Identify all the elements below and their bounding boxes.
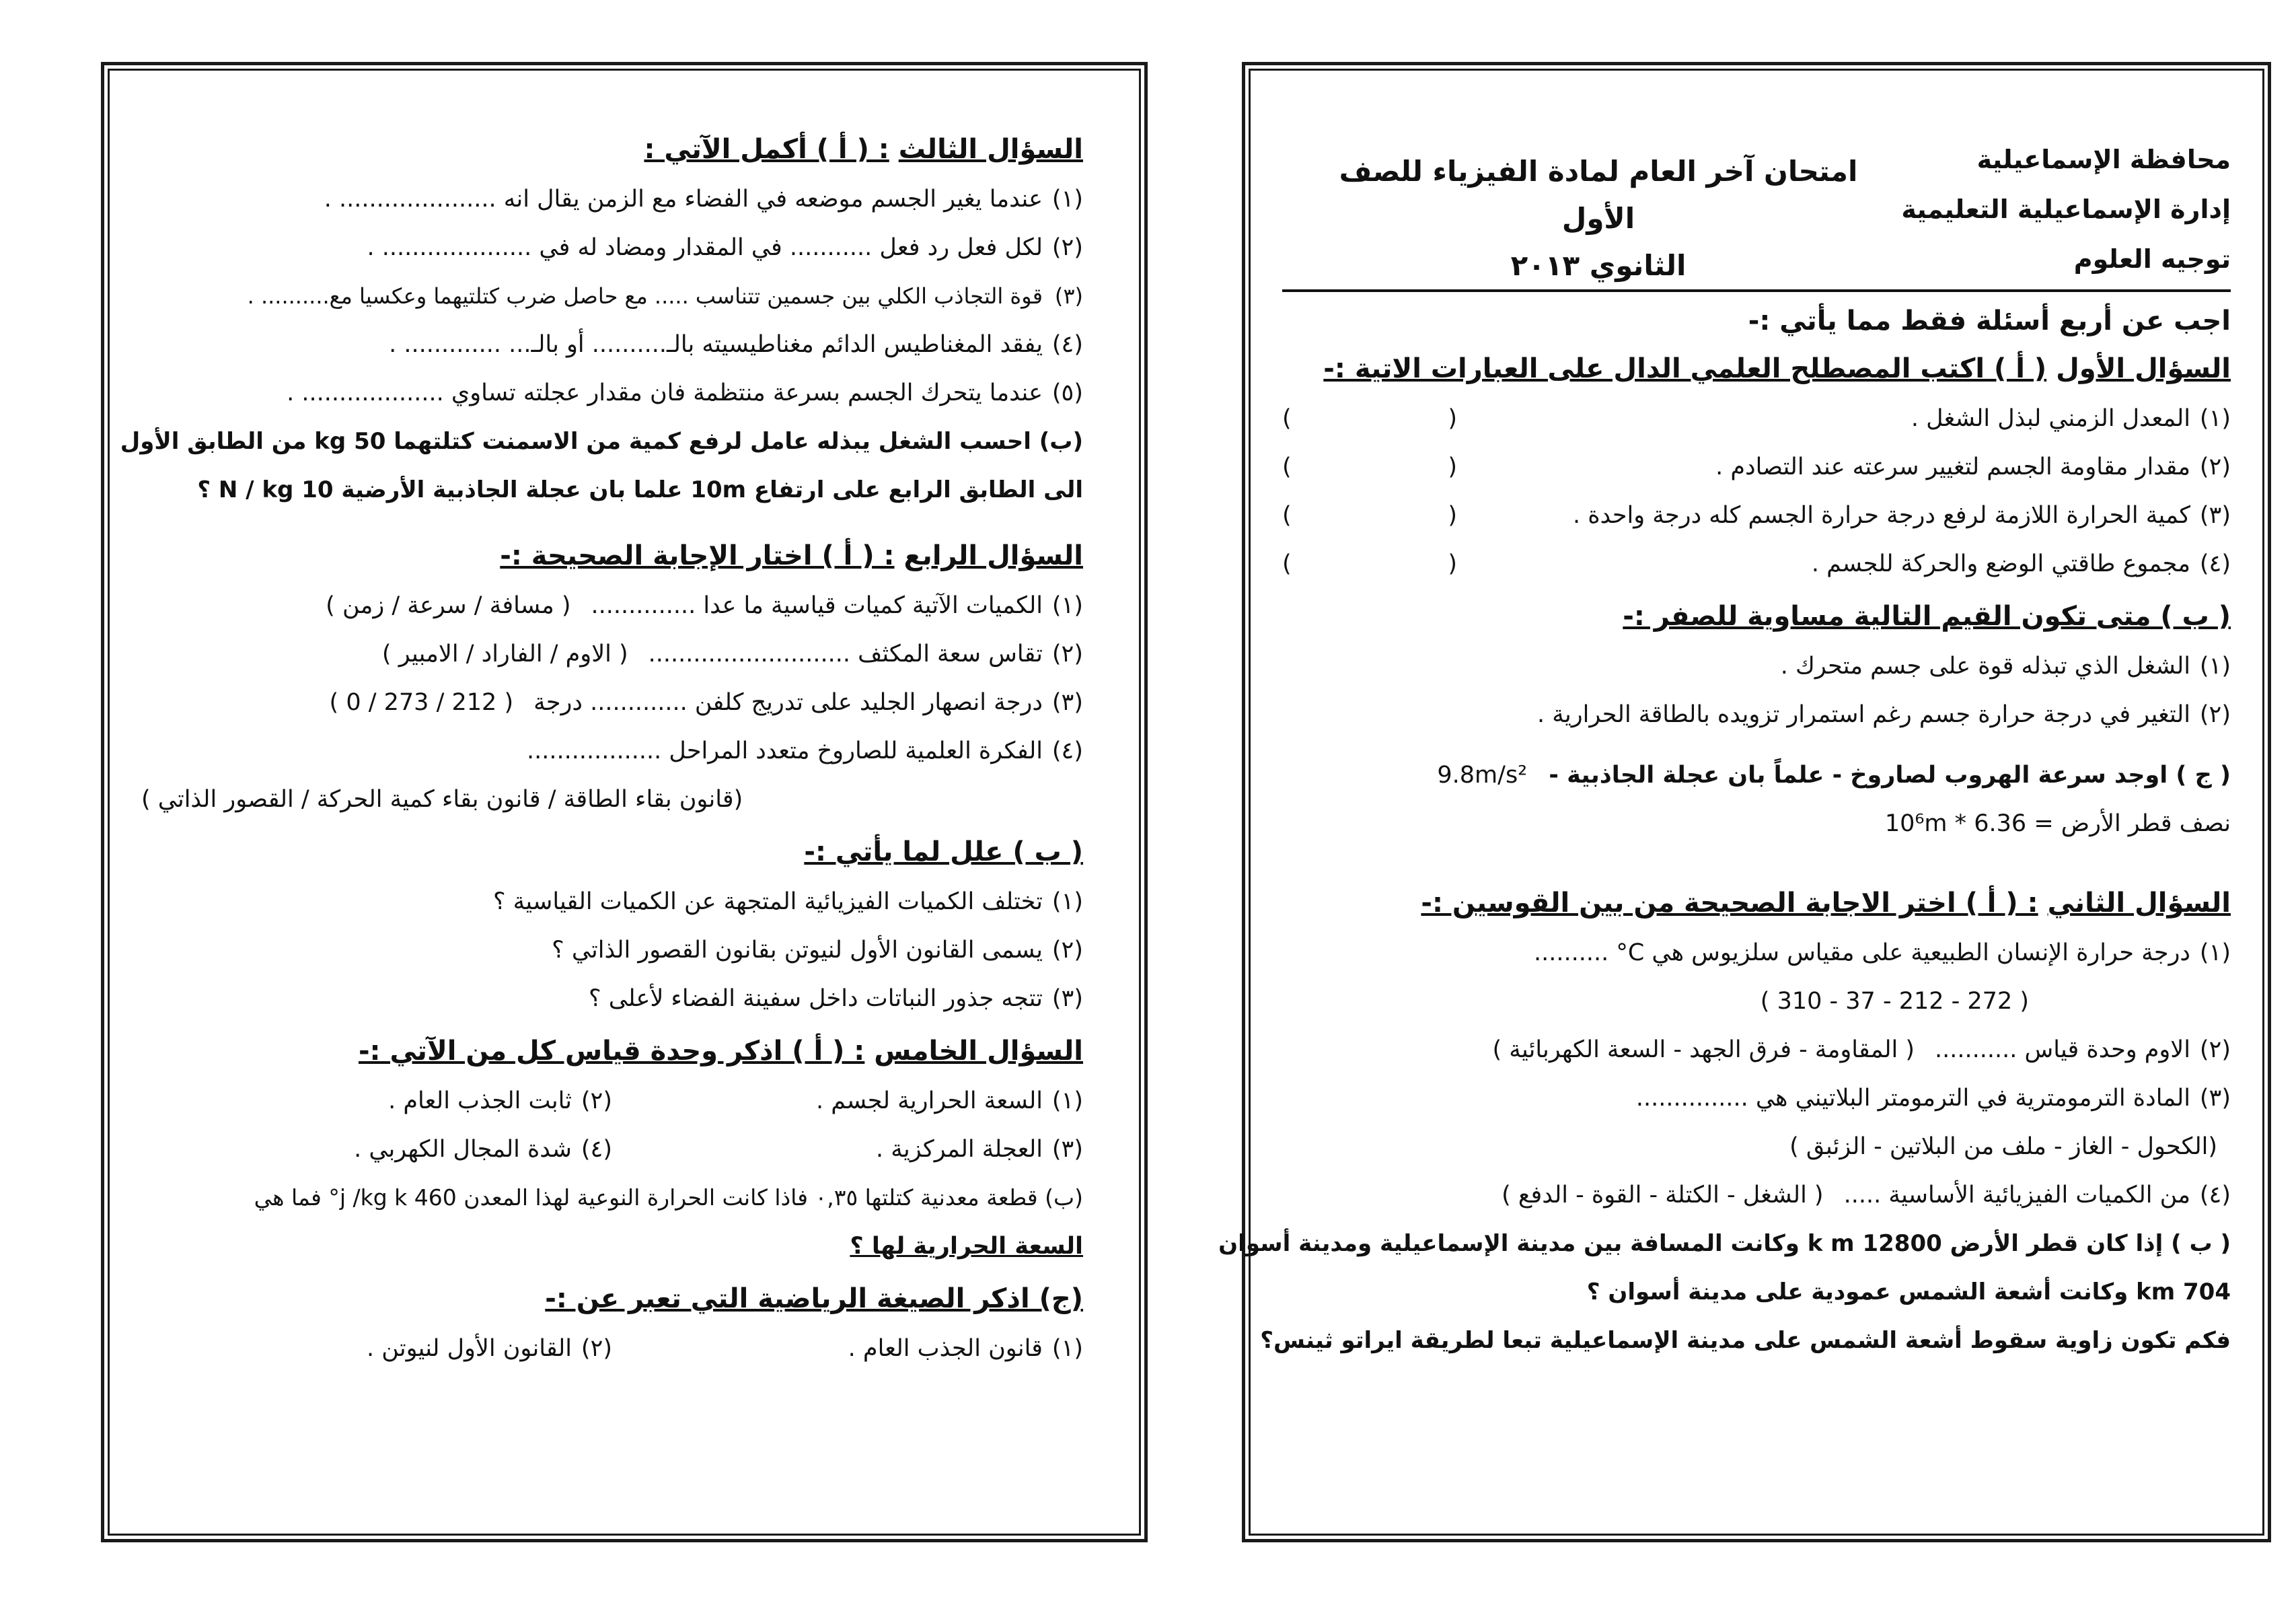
q3-item-number: (٢) [1051, 234, 1083, 261]
q5-formulas-grid [141, 1324, 1083, 1373]
q5-heading [141, 1032, 1083, 1070]
q1-part-a-title: ( أ ) اكتب المصطلح العلمي الدال على العبارات الاتية :- [1323, 353, 2047, 384]
directorate-name: إدارة الإسماعيلية التعليمية [1901, 194, 2231, 224]
q3-item-number: (١) [1051, 186, 1083, 213]
q4-item [141, 678, 1083, 727]
q4-b-item [141, 877, 1083, 926]
q4-choices-line: (قانون بقاء الطاقة / قانون بقاء كمية الحركة / القصور الذاتي ) [141, 786, 743, 813]
q4-item-number: (٢) [1051, 641, 1083, 668]
q4-item-text: الفكرة العلمية للصاروخ متعدد المراحل .................. [527, 738, 1043, 764]
q1-part-c-value: 9.8m/s² [1437, 762, 1528, 789]
q3-item-number: (٤) [1051, 331, 1083, 358]
q5-unit-text: العجلة المركزية . [875, 1136, 1043, 1163]
q5-unit-number: (٤) [581, 1136, 612, 1163]
q3-part-a-title: : ( أ ) أكمل الآتي : [644, 134, 889, 165]
q2-heading [1282, 884, 2231, 922]
q5-unit-text: ثابت الجذب العام . [388, 1087, 572, 1114]
q1-item-text: المعدل الزمني لبذل الشغل . [1911, 405, 2190, 432]
q5-formula-text: القانون الأول لنيوتن . [366, 1335, 572, 1362]
q1-item-number: (١) [2199, 405, 2231, 432]
q1-title: السؤال الأول [2056, 353, 2231, 384]
q1-item-number: (٢) [2199, 454, 2231, 480]
q1-heading [1282, 350, 2231, 388]
exam-header [1282, 121, 2231, 292]
q3-item-text: عندما يغير الجسم موضعه في الفضاء مع الزمن يقال انه ..................... . [324, 186, 1043, 213]
q1-b-item-text: التغير في درجة حرارة جسم رغم استمرار تزويده بالطاقة الحرارية . [1537, 701, 2190, 728]
q5-part-b-line1: (ب) قطعة معدنية كتلتها ٠,٣٥ فاذا كانت الحرارة النوعية لهذا المعدن 460 j /kg k° فما هي [254, 1184, 1083, 1211]
q4-heading [141, 537, 1083, 575]
q5-formula-number: (٢) [581, 1335, 612, 1362]
q3-item-text: لكل فعل رد فعل ........... في المقدار ومضاد له في .................... . [367, 234, 1043, 261]
q2-item-options: (الكحول - الغاز - ملف من البلاتين - الزئبق ) [1789, 1133, 2217, 1160]
q3-item [141, 175, 1083, 223]
q5-unit-item [612, 1077, 1083, 1125]
q3-item [141, 320, 1083, 369]
q3-item-number: (٣) [1054, 283, 1083, 309]
q1-item-number: (٣) [2199, 502, 2231, 529]
q4-item-text: الكميات الآتية كميات قياسية ما عدا .............. [591, 592, 1043, 619]
exam-instruction: اجب عن أربع أسئلة فقط مما يأتي :- [1748, 306, 2231, 336]
exam-title-line1: امتحان آخر العام لمادة الفيزياء للصف الأول [1339, 155, 1858, 235]
q1-item-number: (٤) [2199, 550, 2231, 577]
q1-item-text: كمية الحرارة اللازمة لرفع درجة حرارة الجسم كله درجة واحدة . [1572, 502, 2190, 529]
q3-item-number: (٥) [1051, 380, 1083, 406]
q2-item-text: الاوم وحدة قياس ........... [1935, 1036, 2190, 1063]
q5-part-a-title: : ( أ ) اذكر وحدة قياس كل من الآتي :- [358, 1036, 865, 1067]
q4-b-item-text: تتجه جذور النباتات داخل سفينة الفضاء لأعلى ؟ [589, 985, 1043, 1012]
q4-b-item-number: (١) [1051, 888, 1083, 915]
exam-title [1323, 148, 1874, 289]
q2-item [1282, 1171, 2231, 1219]
q4-b-item-number: (٣) [1051, 985, 1083, 1012]
q4-item-options: ( الاوم / الفاراد / الامبير ) [381, 641, 628, 668]
q4-item-text: تقاس سعة المكثف ........................... [648, 641, 1043, 668]
q4-b-item [141, 926, 1083, 974]
q2-item-options: ( المقاومة - فرق الجهد - السعة الكهربائية ) [1492, 1036, 1915, 1063]
q3-heading [141, 131, 1083, 168]
q4-b-item-text: يسمى القانون الأول لنيوتن بقانون القصور الذاتي ؟ [552, 937, 1043, 964]
q1-part-c-line2: نصف قطر الأرض = 6.36 * 10⁶m [1884, 810, 2231, 837]
q2-item-text: المادة الترمومترية في الترمومتر البلاتيني هي ............... [1635, 1085, 2190, 1112]
q2-part-b-line1: ( ب ) إذا كان قطر الأرض 12800 k m وكانت المسافة بين مدينة الإسماعيلية ومدينة أسوان [1218, 1230, 2231, 1257]
q1-b-item-number: (٢) [2199, 701, 2231, 728]
q1-item [1282, 394, 2231, 443]
q1-item [1282, 491, 2231, 540]
department-name: توجيه العلوم [2073, 244, 2231, 274]
q4-item [141, 581, 1083, 630]
q5-units-grid [141, 1077, 1083, 1125]
q1-item [1282, 540, 2231, 588]
q3-part-b-line1: (ب) احسب الشغل يبذله عامل لرفع كمية من الاسمنت كتلتهما 50 kg من الطابق الأول [120, 428, 1083, 455]
q4-item-options: ( 212 / 273 / 0 ) [329, 689, 514, 716]
q5-unit-item [141, 1125, 612, 1174]
q2-part-b-line2: 704 km وكانت أشعة الشمس عمودية على مدينة أسوان ؟ [1586, 1279, 2231, 1305]
q2-item-options: ( الشغل - الكتلة - القوة - الدفع ) [1502, 1182, 1824, 1209]
q2-item-options: ( 272 - 212 - 37 - 310 ) [1760, 988, 2029, 1015]
q1-b-item-text: الشغل الذي تبذله قوة على جسم متحرك . [1780, 653, 2190, 680]
q2-item-text: درجة حرارة الإنسان الطبيعية على مقياس سلزيوس هي C° .......... [1533, 939, 2190, 966]
q1-item-text: مقدار مقاومة الجسم لتغيير سرعته عند التصادم . [1715, 454, 2190, 480]
q2-item-number: (٣) [2199, 1085, 2231, 1112]
q3-item [141, 223, 1083, 272]
q4-item-text: درجة انصهار الجليد على تدريج كلفن ............. درجة [533, 689, 1043, 716]
q2-item-text: من الكميات الفيزيائية الأساسية ..... [1843, 1182, 2190, 1209]
answer-brackets: ( ) [1282, 405, 1457, 432]
q5-title: السؤال الخامس [874, 1036, 1083, 1067]
q1-b-item [1282, 642, 2231, 690]
q4-part-b-heading [141, 833, 1083, 871]
q3-item-text: عندما يتحرك الجسم بسرعة منتظمة فان مقدار عجلته تساوي ................... . [287, 380, 1043, 406]
answer-brackets: ( ) [1282, 502, 1457, 529]
q4-title: السؤال الرابع [903, 540, 1083, 571]
q5-unit-item [612, 1125, 1083, 1174]
q4-item [141, 630, 1083, 678]
q3-part-b-line2: الى الطابق الرابع على ارتفاع 10m علما بان عجلة الجاذبية الأرضية 10 N / kg ؟ [197, 476, 1083, 503]
answer-brackets: ( ) [1282, 454, 1457, 480]
q5-part-b-line2: السعة الحرارية لها ؟ [850, 1233, 1083, 1260]
q5-formula-text: قانون الجذب العام . [848, 1335, 1043, 1362]
q5-part-c-title: (ج) اذكر الصيغة الرياضية التي تعبر عن :- [545, 1283, 1083, 1314]
q2-item-number: (٢) [2199, 1036, 2231, 1063]
q1-item [1282, 443, 2231, 491]
q5-unit-number: (١) [1051, 1087, 1083, 1114]
right-page [1148, 0, 2295, 1615]
q3-item-text: يفقد المغناطيس الدائم مغناطيسيته بالـ.......... أو بالـ... ............. . [389, 331, 1043, 358]
q2-part-b-line3: فكم تكون زاوية سقوط أشعة الشمس على مدينة الإسماعيلية تبعا لطريقة ايراتو ثينس؟ [1260, 1327, 2231, 1354]
q1-part-c-text: ( ج ) اوجد سرعة الهروب لصاروخ - علماً بان عجلة الجاذبية - [1549, 762, 2231, 789]
q4-part-b-title: ( ب ) علل لما يأتي :- [804, 836, 1083, 867]
q1-b-item-number: (١) [2199, 653, 2231, 680]
q2-title: السؤال الثاني [2047, 888, 2231, 919]
q5-unit-item [141, 1077, 612, 1125]
q5-formula-number: (١) [1051, 1335, 1083, 1362]
q5-unit-number: (٢) [581, 1087, 612, 1114]
q2-item-number: (١) [2199, 939, 2231, 966]
q4-part-a-title: : ( أ ) اختار الإجابة الصحيحة :- [500, 540, 895, 571]
q4-item-number: (٤) [1051, 738, 1083, 764]
q1-b-item [1282, 690, 2231, 739]
q4-item [141, 727, 1083, 775]
q5-part-c-heading [141, 1280, 1083, 1318]
q4-b-item [141, 974, 1083, 1023]
issuing-authority [1901, 135, 2231, 284]
q1-item-text: مجموع طاقتي الوضع والحركة للجسم . [1811, 550, 2190, 577]
q3-item [141, 272, 1083, 320]
q3-title: السؤال الثالث [898, 134, 1083, 165]
answer-brackets: ( ) [1282, 550, 1457, 577]
q5-unit-text: شدة المجال الكهربي . [354, 1136, 572, 1163]
governorate-name: محافظة الإسماعيلية [1976, 145, 2231, 174]
q1-part-b-title: ( ب ) متى تكون القيم التالية مساوية للصفر :- [1623, 601, 2231, 632]
q2-item-number: (٤) [2199, 1182, 2231, 1209]
q2-item [1282, 929, 2231, 977]
q5-unit-text: السعة الحرارية لجسم . [816, 1087, 1043, 1114]
q5-formula-item [141, 1324, 612, 1373]
exam-title-line2: الثانوي ٢٠١٣ [1510, 249, 1687, 282]
q4-item-number: (١) [1051, 592, 1083, 619]
right-page-content [1218, 121, 2231, 1365]
q5-units-grid [141, 1125, 1083, 1174]
left-page-content [120, 121, 1083, 1373]
q3-item-text: قوة التجاذب الكلي بين جسمين تتناسب ..... مع حاصل ضرب كتلتيهما وعكسيا مع.......... . [247, 283, 1043, 309]
q5-formula-item [612, 1324, 1083, 1373]
q4-b-item-number: (٢) [1051, 937, 1083, 964]
q4-item-number: (٣) [1051, 689, 1083, 716]
q1-part-c [1282, 751, 2231, 799]
q2-item [1282, 1026, 2231, 1074]
q5-unit-number: (٣) [1051, 1136, 1083, 1163]
q2-part-a-title: : ( أ ) اختر الاجابة الصحيحة من بين القوسين :- [1421, 888, 2038, 919]
q4-b-item-text: تختلف الكميات الفيزيائية المتجهة عن الكميات القياسية ؟ [492, 888, 1043, 915]
q3-item [141, 369, 1083, 417]
q4-item-options: ( مسافة / سرعة / زمن ) [326, 592, 571, 619]
q2-item [1282, 1074, 2231, 1122]
q1-part-b-heading [1282, 598, 2231, 635]
